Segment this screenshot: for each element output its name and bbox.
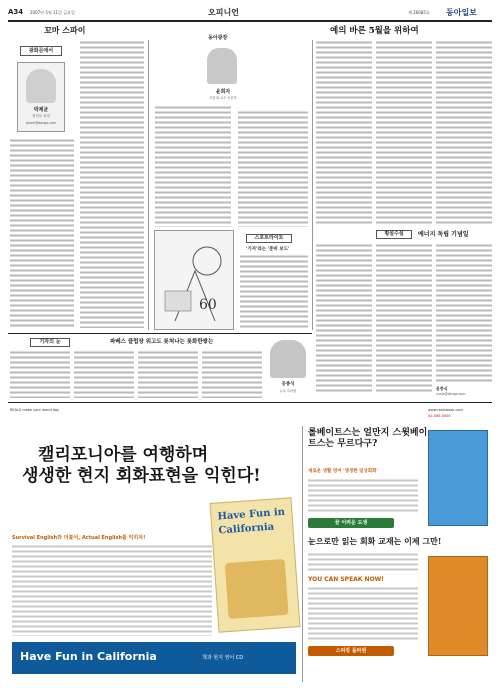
column-divider xyxy=(148,40,149,330)
right-middle-body-3 xyxy=(436,243,492,383)
guest-divider xyxy=(312,40,313,330)
ad-right-book-2 xyxy=(428,556,488,656)
issue-date: 2007년 5월 11일 금요일 xyxy=(30,10,75,15)
ad-right-question: 롤베이트스는 얼만지 스윗베이트스는 무르다구? xyxy=(308,428,428,449)
right-middle-body-1 xyxy=(316,243,372,393)
advertisement xyxy=(8,406,492,686)
ad-headline-2: 생생한 현지 회화표현을 익힌다! xyxy=(22,466,261,486)
guest-photo xyxy=(207,48,237,84)
right-bottom-label: 횡설수설 xyxy=(376,230,412,239)
right-byline-email: yunjs@donga.com xyxy=(436,392,466,396)
reporter-role: 뉴욕 특파원 xyxy=(279,389,297,393)
issue-number: 제 26685호 xyxy=(408,10,430,15)
ad-top-rule xyxy=(8,402,492,403)
reader-label: 기자의 눈 xyxy=(30,338,70,347)
ad-book-art xyxy=(225,559,289,619)
column-a-byline-email: phark@donga.com xyxy=(25,121,57,125)
ad-right-mid: 눈으로만 읽는 회화 교재는 이제 그만! xyxy=(308,536,442,546)
ad-banner[interactable] xyxy=(12,642,296,674)
sports-body xyxy=(240,254,308,330)
column-a-byline-role: 정치부 차장 xyxy=(31,114,51,118)
ad-right-speak: YOU CAN SPEAK NOW! xyxy=(308,576,385,583)
column-c-title: 예의 바른 5월을 위하여 xyxy=(330,26,419,36)
column-a-label: 광화문에서 xyxy=(20,46,62,56)
right-bottom-title: 에너지 독립 기념일 xyxy=(418,231,469,238)
column-a-body-right xyxy=(80,40,144,328)
ad-book-title-1: Have Fun in xyxy=(217,506,286,523)
ad-book-title-2: California xyxy=(218,521,275,537)
guest-name: 윤희자 xyxy=(215,89,231,95)
ad-lang-body xyxy=(12,544,212,636)
ad-lang-line: Survival English와 더불어, Actual English를 익히자! xyxy=(12,535,146,541)
column-a-title: 꼬마 스파이 xyxy=(44,25,86,35)
cartoon-drawing xyxy=(155,231,233,329)
right-middle-body-2 xyxy=(376,243,432,393)
masthead-rule xyxy=(8,20,492,22)
column-c-body-3 xyxy=(436,40,492,225)
guest-body-right xyxy=(238,110,308,227)
right-byline-name: 윤종식 xyxy=(436,386,448,391)
reporter-name: 공종식 xyxy=(281,382,295,387)
ad-right-sub: 새로운 생활 영어 '생생한 일상회화' xyxy=(308,469,378,474)
ad-right-body-3 xyxy=(308,586,418,640)
ad-phone: 02-000-0000 xyxy=(428,414,451,418)
ad-right-button-1[interactable]: 꿀 어려운 도생 xyxy=(308,518,394,528)
reader-body-2 xyxy=(74,350,134,398)
ad-banner-sub: 책과 현지 영어 CD xyxy=(202,655,244,661)
column-a-photo-frame xyxy=(17,62,65,132)
ad-right-body-2 xyxy=(308,552,418,572)
ad-left-url: REALS make your world day xyxy=(10,408,60,412)
column-a-photo xyxy=(26,69,56,103)
ad-right-url: www.realsbook.com xyxy=(428,408,463,412)
masthead xyxy=(8,6,492,20)
reader-body-4 xyxy=(202,350,262,398)
svg-text:60: 60 xyxy=(199,297,217,313)
ad-right-book-1 xyxy=(428,430,488,526)
column-c-body-2 xyxy=(376,40,432,225)
reporter-photo xyxy=(270,340,306,378)
ad-headline-1: 캘리포니아를 여행하며 xyxy=(38,445,209,465)
ad-right-body-1 xyxy=(308,478,418,514)
guest-column-label: 동아광장 xyxy=(208,35,228,41)
column-a-body-left xyxy=(10,138,74,328)
section-title: 오피니언 xyxy=(208,8,239,17)
ad-banner-text: Have Fun in California xyxy=(20,650,157,663)
sports-label: 스포트라이트 xyxy=(246,234,292,243)
guest-body-left xyxy=(155,105,231,227)
column-a-byline-name: 박제균 xyxy=(33,107,49,113)
reader-body-3 xyxy=(138,350,198,398)
sports-subtitle: '기자'라는 '준비 보드' xyxy=(246,247,290,252)
section-rule xyxy=(8,333,312,334)
column-c-body-1 xyxy=(316,40,372,225)
ad-right-button-2[interactable]: 스피킹 돌파원 xyxy=(308,646,394,656)
page-number: A34 xyxy=(8,8,24,16)
reader-body-1 xyxy=(10,350,70,398)
paper-logo: 동아일보 xyxy=(446,7,477,17)
cartoon-illustration xyxy=(154,230,234,330)
bottom-headline: 파베스 클럽장 위고도 롯쳐나는 롯화한쌓는 xyxy=(110,339,214,345)
ad-divider xyxy=(302,426,303,682)
ad-book-cover xyxy=(210,497,301,632)
guest-role: 서울대 교수·독문학 xyxy=(209,96,237,100)
